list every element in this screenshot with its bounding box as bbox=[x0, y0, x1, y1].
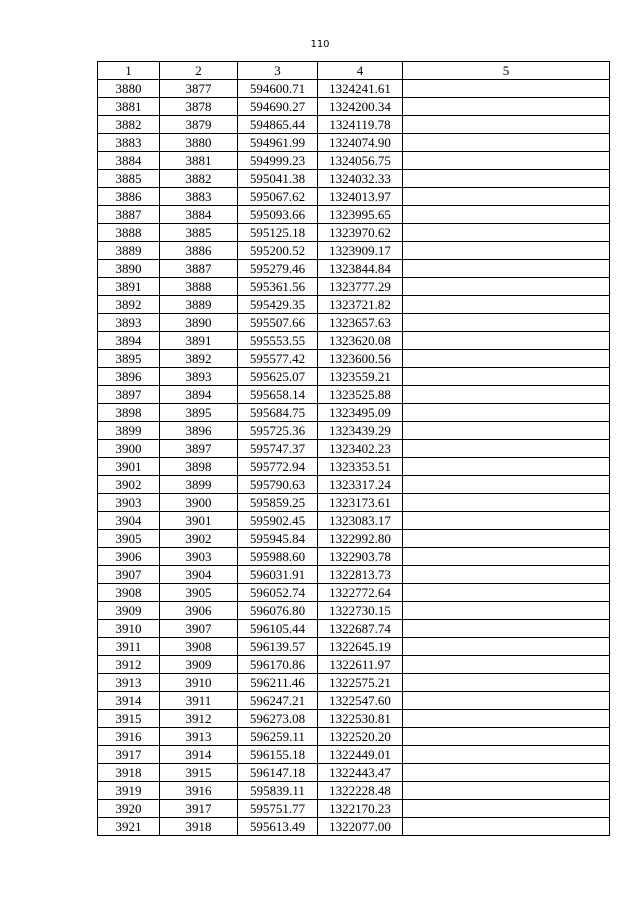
table-cell-col-3: 595613.49 bbox=[238, 818, 318, 836]
table-cell-col-3: 595507.66 bbox=[238, 314, 318, 332]
table-cell-col-4: 1322992.80 bbox=[318, 530, 403, 548]
table-cell-col-3: 594865.44 bbox=[238, 116, 318, 134]
table-cell-col-1: 3919 bbox=[98, 782, 160, 800]
table-cell-col-5 bbox=[403, 656, 610, 674]
table-cell-col-5 bbox=[403, 350, 610, 368]
table-cell-col-5 bbox=[403, 404, 610, 422]
table-cell-col-3: 595577.42 bbox=[238, 350, 318, 368]
table-cell-col-1: 3895 bbox=[98, 350, 160, 368]
table-cell-col-1: 3921 bbox=[98, 818, 160, 836]
table-cell-col-5 bbox=[403, 530, 610, 548]
table-row bbox=[98, 296, 610, 314]
table-row bbox=[98, 512, 610, 530]
table-cell-col-4: 1324032.33 bbox=[318, 170, 403, 188]
table-cell-col-4: 1322813.73 bbox=[318, 566, 403, 584]
table-cell-col-5 bbox=[403, 674, 610, 692]
table-row bbox=[98, 764, 610, 782]
table-cell-col-5 bbox=[403, 818, 610, 836]
table-cell-col-2: 3885 bbox=[160, 224, 238, 242]
table-cell-col-5 bbox=[403, 440, 610, 458]
table-cell-col-1: 3888 bbox=[98, 224, 160, 242]
table-cell-col-1: 3903 bbox=[98, 494, 160, 512]
table-cell-col-1: 3910 bbox=[98, 620, 160, 638]
table-row bbox=[98, 98, 610, 116]
table-cell-col-5 bbox=[403, 386, 610, 404]
table-body bbox=[98, 80, 610, 836]
table-cell-col-2: 3917 bbox=[160, 800, 238, 818]
table-row bbox=[98, 260, 610, 278]
table-cell-col-5 bbox=[403, 764, 610, 782]
table-cell-col-2: 3882 bbox=[160, 170, 238, 188]
table-cell-col-4: 1322687.74 bbox=[318, 620, 403, 638]
table-cell-col-5 bbox=[403, 746, 610, 764]
table-cell-col-1: 3883 bbox=[98, 134, 160, 152]
table-cell-col-1: 3891 bbox=[98, 278, 160, 296]
table-row bbox=[98, 728, 610, 746]
table-cell-col-4: 1323559.21 bbox=[318, 368, 403, 386]
table-cell-col-1: 3915 bbox=[98, 710, 160, 728]
table-cell-col-5 bbox=[403, 422, 610, 440]
table-cell-col-2: 3908 bbox=[160, 638, 238, 656]
table-cell-col-2: 3896 bbox=[160, 422, 238, 440]
table-row bbox=[98, 674, 610, 692]
table-row bbox=[98, 314, 610, 332]
table-cell-col-2: 3906 bbox=[160, 602, 238, 620]
table-row bbox=[98, 188, 610, 206]
table-cell-col-4: 1322730.15 bbox=[318, 602, 403, 620]
table-cell-col-3: 596052.74 bbox=[238, 584, 318, 602]
table-cell-col-3: 596211.46 bbox=[238, 674, 318, 692]
table-cell-col-4: 1322443.47 bbox=[318, 764, 403, 782]
table-cell-col-5 bbox=[403, 98, 610, 116]
table-cell-col-4: 1324013.97 bbox=[318, 188, 403, 206]
table-cell-col-3: 595790.63 bbox=[238, 476, 318, 494]
table-row bbox=[98, 368, 610, 386]
table-cell-col-2: 3911 bbox=[160, 692, 238, 710]
table-cell-col-1: 3893 bbox=[98, 314, 160, 332]
table-row bbox=[98, 602, 610, 620]
table-cell-col-3: 596105.44 bbox=[238, 620, 318, 638]
table-cell-col-2: 3910 bbox=[160, 674, 238, 692]
table-cell-col-1: 3885 bbox=[98, 170, 160, 188]
table-cell-col-4: 1324241.61 bbox=[318, 80, 403, 98]
table-cell-col-2: 3918 bbox=[160, 818, 238, 836]
table-cell-col-5 bbox=[403, 782, 610, 800]
table-cell-col-3: 596139.57 bbox=[238, 638, 318, 656]
table-cell-col-4: 1323620.08 bbox=[318, 332, 403, 350]
table-row bbox=[98, 116, 610, 134]
table-cell-col-5 bbox=[403, 260, 610, 278]
table-cell-col-4: 1322228.48 bbox=[318, 782, 403, 800]
table-row bbox=[98, 800, 610, 818]
table-cell-col-3: 596170.86 bbox=[238, 656, 318, 674]
table-cell-col-5 bbox=[403, 206, 610, 224]
table-cell-col-4: 1323439.29 bbox=[318, 422, 403, 440]
table-cell-col-2: 3892 bbox=[160, 350, 238, 368]
table-cell-col-3: 596147.18 bbox=[238, 764, 318, 782]
table-cell-col-2: 3881 bbox=[160, 152, 238, 170]
table-cell-col-5 bbox=[403, 476, 610, 494]
table-cell-col-5 bbox=[403, 368, 610, 386]
table-cell-col-2: 3900 bbox=[160, 494, 238, 512]
table-cell-col-1: 3902 bbox=[98, 476, 160, 494]
table-cell-col-2: 3877 bbox=[160, 80, 238, 98]
column-header-4: 4 bbox=[318, 62, 403, 80]
table-row bbox=[98, 620, 610, 638]
table-cell-col-2: 3893 bbox=[160, 368, 238, 386]
table-cell-col-1: 3900 bbox=[98, 440, 160, 458]
table-cell-col-1: 3904 bbox=[98, 512, 160, 530]
table-cell-col-2: 3915 bbox=[160, 764, 238, 782]
table-row bbox=[98, 746, 610, 764]
table-cell-col-2: 3902 bbox=[160, 530, 238, 548]
table-row bbox=[98, 476, 610, 494]
column-header-3: 3 bbox=[238, 62, 318, 80]
table-row bbox=[98, 350, 610, 368]
page-number: 110 bbox=[310, 39, 330, 50]
table-cell-col-3: 594999.23 bbox=[238, 152, 318, 170]
table-cell-col-5 bbox=[403, 602, 610, 620]
table-cell-col-2: 3895 bbox=[160, 404, 238, 422]
table-cell-col-2: 3886 bbox=[160, 242, 238, 260]
table-cell-col-1: 3908 bbox=[98, 584, 160, 602]
table-cell-col-4: 1322611.97 bbox=[318, 656, 403, 674]
table-cell-col-2: 3904 bbox=[160, 566, 238, 584]
table-cell-col-1: 3918 bbox=[98, 764, 160, 782]
table-cell-col-1: 3907 bbox=[98, 566, 160, 584]
table-cell-col-2: 3890 bbox=[160, 314, 238, 332]
table-cell-col-1: 3897 bbox=[98, 386, 160, 404]
table-cell-col-1: 3920 bbox=[98, 800, 160, 818]
header-row bbox=[98, 62, 610, 80]
table-cell-col-4: 1323909.17 bbox=[318, 242, 403, 260]
table-cell-col-1: 3911 bbox=[98, 638, 160, 656]
table-cell-col-1: 3884 bbox=[98, 152, 160, 170]
table-cell-col-5 bbox=[403, 332, 610, 350]
table-row bbox=[98, 494, 610, 512]
table-row bbox=[98, 656, 610, 674]
table-cell-col-2: 3907 bbox=[160, 620, 238, 638]
table-cell-col-1: 3913 bbox=[98, 674, 160, 692]
table-cell-col-4: 1323353.51 bbox=[318, 458, 403, 476]
table-cell-col-1: 3916 bbox=[98, 728, 160, 746]
table-cell-col-5 bbox=[403, 620, 610, 638]
table-cell-col-1: 3880 bbox=[98, 80, 160, 98]
table-cell-col-1: 3892 bbox=[98, 296, 160, 314]
table-cell-col-5 bbox=[403, 188, 610, 206]
table-cell-col-3: 595200.52 bbox=[238, 242, 318, 260]
table-cell-col-2: 3879 bbox=[160, 116, 238, 134]
table-cell-col-1: 3906 bbox=[98, 548, 160, 566]
table-cell-col-1: 3899 bbox=[98, 422, 160, 440]
table-cell-col-4: 1323970.62 bbox=[318, 224, 403, 242]
table-cell-col-3: 595945.84 bbox=[238, 530, 318, 548]
table-cell-col-2: 3909 bbox=[160, 656, 238, 674]
column-header-2: 2 bbox=[160, 62, 238, 80]
table-cell-col-3: 594690.27 bbox=[238, 98, 318, 116]
table-cell-col-4: 1323495.09 bbox=[318, 404, 403, 422]
table-row bbox=[98, 692, 610, 710]
table-cell-col-1: 3912 bbox=[98, 656, 160, 674]
table-cell-col-3: 594600.71 bbox=[238, 80, 318, 98]
table-cell-col-4: 1323317.24 bbox=[318, 476, 403, 494]
table-row bbox=[98, 224, 610, 242]
table-cell-col-4: 1323721.82 bbox=[318, 296, 403, 314]
table-cell-col-2: 3898 bbox=[160, 458, 238, 476]
column-header-5: 5 bbox=[403, 62, 610, 80]
table-cell-col-5 bbox=[403, 584, 610, 602]
table-cell-col-4: 1322530.81 bbox=[318, 710, 403, 728]
table-cell-col-3: 595988.60 bbox=[238, 548, 318, 566]
table-cell-col-2: 3891 bbox=[160, 332, 238, 350]
table-cell-col-3: 595553.55 bbox=[238, 332, 318, 350]
table-cell-col-1: 3882 bbox=[98, 116, 160, 134]
table-cell-col-5 bbox=[403, 458, 610, 476]
table-row bbox=[98, 206, 610, 224]
table-cell-col-4: 1324074.90 bbox=[318, 134, 403, 152]
table-cell-col-2: 3897 bbox=[160, 440, 238, 458]
table-cell-col-2: 3883 bbox=[160, 188, 238, 206]
table-cell-col-2: 3916 bbox=[160, 782, 238, 800]
table-cell-col-2: 3880 bbox=[160, 134, 238, 152]
table-cell-col-1: 3887 bbox=[98, 206, 160, 224]
table-cell-col-2: 3899 bbox=[160, 476, 238, 494]
table-row bbox=[98, 170, 610, 188]
table-cell-col-5 bbox=[403, 710, 610, 728]
table-cell-col-5 bbox=[403, 80, 610, 98]
table-cell-col-3: 595429.35 bbox=[238, 296, 318, 314]
table-cell-col-2: 3914 bbox=[160, 746, 238, 764]
table-row bbox=[98, 458, 610, 476]
table-row bbox=[98, 278, 610, 296]
table-cell-col-4: 1322449.01 bbox=[318, 746, 403, 764]
table-row bbox=[98, 566, 610, 584]
table-cell-col-5 bbox=[403, 692, 610, 710]
table-row bbox=[98, 332, 610, 350]
table-row bbox=[98, 134, 610, 152]
table-cell-col-3: 595772.94 bbox=[238, 458, 318, 476]
table-cell-col-5 bbox=[403, 512, 610, 530]
table-row bbox=[98, 530, 610, 548]
table-cell-col-2: 3913 bbox=[160, 728, 238, 746]
table-cell-col-5 bbox=[403, 314, 610, 332]
table-cell-col-3: 596259.11 bbox=[238, 728, 318, 746]
table-row bbox=[98, 422, 610, 440]
table-cell-col-3: 596155.18 bbox=[238, 746, 318, 764]
table-cell-col-2: 3903 bbox=[160, 548, 238, 566]
table-cell-col-3: 594961.99 bbox=[238, 134, 318, 152]
table-cell-col-2: 3905 bbox=[160, 584, 238, 602]
table-cell-col-2: 3878 bbox=[160, 98, 238, 116]
table-cell-col-1: 3894 bbox=[98, 332, 160, 350]
table-cell-col-3: 596273.08 bbox=[238, 710, 318, 728]
table-row bbox=[98, 548, 610, 566]
table-cell-col-3: 596076.80 bbox=[238, 602, 318, 620]
table-cell-col-4: 1322520.20 bbox=[318, 728, 403, 746]
table-cell-col-5 bbox=[403, 242, 610, 260]
table-cell-col-5 bbox=[403, 170, 610, 188]
table-cell-col-3: 595725.36 bbox=[238, 422, 318, 440]
table-cell-col-3: 595361.56 bbox=[238, 278, 318, 296]
table-cell-col-5 bbox=[403, 296, 610, 314]
table-row bbox=[98, 710, 610, 728]
table-cell-col-4: 1323844.84 bbox=[318, 260, 403, 278]
table-cell-col-4: 1323402.23 bbox=[318, 440, 403, 458]
table-cell-col-1: 3881 bbox=[98, 98, 160, 116]
table-cell-col-2: 3901 bbox=[160, 512, 238, 530]
table-cell-col-4: 1322170.23 bbox=[318, 800, 403, 818]
table-cell-col-4: 1322077.00 bbox=[318, 818, 403, 836]
table-cell-col-4: 1324200.34 bbox=[318, 98, 403, 116]
table-cell-col-5 bbox=[403, 548, 610, 566]
table-cell-col-4: 1323995.65 bbox=[318, 206, 403, 224]
table-cell-col-5 bbox=[403, 800, 610, 818]
table-row bbox=[98, 242, 610, 260]
table-cell-col-1: 3890 bbox=[98, 260, 160, 278]
table-cell-col-4: 1322645.19 bbox=[318, 638, 403, 656]
table-cell-col-4: 1324119.78 bbox=[318, 116, 403, 134]
table-row bbox=[98, 638, 610, 656]
table-cell-col-5 bbox=[403, 116, 610, 134]
table-cell-col-4: 1322547.60 bbox=[318, 692, 403, 710]
table-cell-col-4: 1322772.64 bbox=[318, 584, 403, 602]
table-row bbox=[98, 386, 610, 404]
table-cell-col-5 bbox=[403, 224, 610, 242]
table-cell-col-1: 3905 bbox=[98, 530, 160, 548]
table-cell-col-4: 1323600.56 bbox=[318, 350, 403, 368]
table-cell-col-3: 595859.25 bbox=[238, 494, 318, 512]
table-cell-col-3: 596247.21 bbox=[238, 692, 318, 710]
table-cell-col-2: 3889 bbox=[160, 296, 238, 314]
table-cell-col-1: 3917 bbox=[98, 746, 160, 764]
table-cell-col-3: 595747.37 bbox=[238, 440, 318, 458]
table-cell-col-4: 1322575.21 bbox=[318, 674, 403, 692]
table-cell-col-1: 3909 bbox=[98, 602, 160, 620]
table-cell-col-1: 3889 bbox=[98, 242, 160, 260]
table-cell-col-5 bbox=[403, 494, 610, 512]
coordinates-table bbox=[97, 61, 610, 836]
table-cell-col-3: 595625.07 bbox=[238, 368, 318, 386]
table-row bbox=[98, 584, 610, 602]
table-cell-col-4: 1323173.61 bbox=[318, 494, 403, 512]
table-cell-col-1: 3886 bbox=[98, 188, 160, 206]
table-cell-col-2: 3888 bbox=[160, 278, 238, 296]
table-cell-col-3: 595839.11 bbox=[238, 782, 318, 800]
table-cell-col-4: 1323777.29 bbox=[318, 278, 403, 296]
table-cell-col-5 bbox=[403, 566, 610, 584]
table-cell-col-5 bbox=[403, 134, 610, 152]
table-cell-col-5 bbox=[403, 278, 610, 296]
table-cell-col-3: 595751.77 bbox=[238, 800, 318, 818]
table-cell-col-3: 595279.46 bbox=[238, 260, 318, 278]
table-row bbox=[98, 80, 610, 98]
table-cell-col-1: 3896 bbox=[98, 368, 160, 386]
table-cell-col-4: 1324056.75 bbox=[318, 152, 403, 170]
table-cell-col-3: 595093.66 bbox=[238, 206, 318, 224]
table-row bbox=[98, 404, 610, 422]
table-cell-col-4: 1323525.88 bbox=[318, 386, 403, 404]
table-cell-col-3: 595067.62 bbox=[238, 188, 318, 206]
table-cell-col-2: 3884 bbox=[160, 206, 238, 224]
table-cell-col-1: 3898 bbox=[98, 404, 160, 422]
table-cell-col-1: 3901 bbox=[98, 458, 160, 476]
table-cell-col-4: 1323657.63 bbox=[318, 314, 403, 332]
table-cell-col-2: 3912 bbox=[160, 710, 238, 728]
table-cell-col-5 bbox=[403, 638, 610, 656]
table-row bbox=[98, 782, 610, 800]
table-row bbox=[98, 152, 610, 170]
table-cell-col-3: 596031.91 bbox=[238, 566, 318, 584]
table-cell-col-3: 595041.38 bbox=[238, 170, 318, 188]
table-cell-col-3: 595684.75 bbox=[238, 404, 318, 422]
table-cell-col-3: 595125.18 bbox=[238, 224, 318, 242]
table-row bbox=[98, 440, 610, 458]
table-cell-col-2: 3887 bbox=[160, 260, 238, 278]
column-header-1: 1 bbox=[98, 62, 160, 80]
table-cell-col-3: 595658.14 bbox=[238, 386, 318, 404]
table-row bbox=[98, 818, 610, 836]
table-cell-col-4: 1323083.17 bbox=[318, 512, 403, 530]
table-cell-col-1: 3914 bbox=[98, 692, 160, 710]
table-cell-col-3: 595902.45 bbox=[238, 512, 318, 530]
table-cell-col-2: 3894 bbox=[160, 386, 238, 404]
table-cell-col-5 bbox=[403, 152, 610, 170]
table-cell-col-4: 1322903.78 bbox=[318, 548, 403, 566]
table-cell-col-5 bbox=[403, 728, 610, 746]
